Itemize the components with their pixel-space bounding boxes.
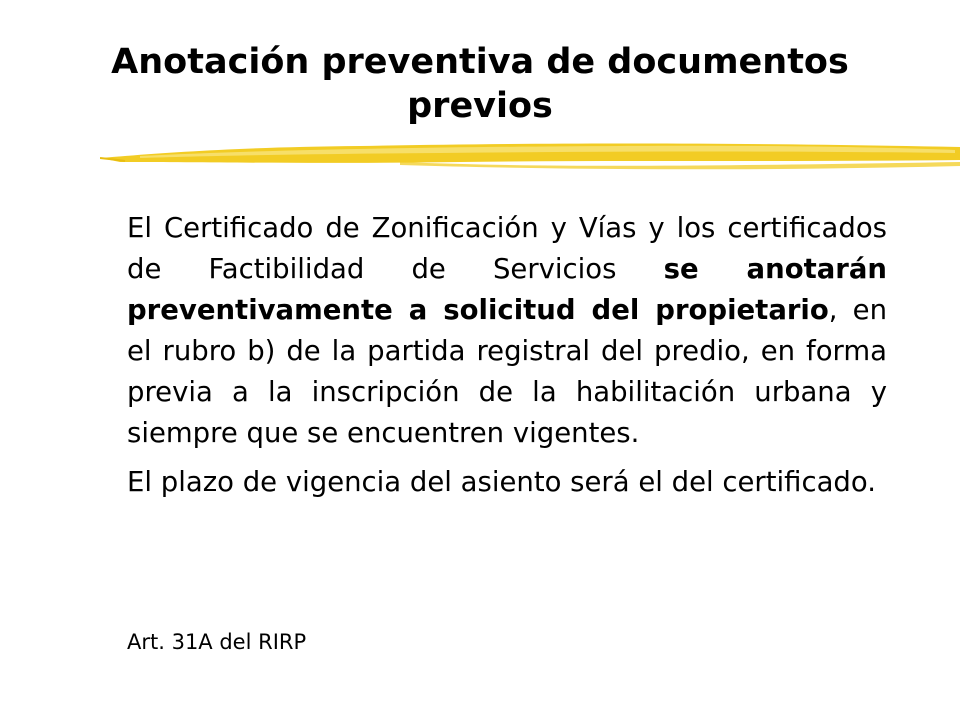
paragraph-1-bold: se anotarán preventivamente a solicitud del propietario xyxy=(127,253,887,326)
source-reference: Art. 31A del RIRP xyxy=(127,630,307,654)
paragraph-1-text-b: , en el rubro b) de la partida registral del predio, en forma previa a la inscripción de la habilitación urbana y siempre que se encuentren vigentes. xyxy=(127,294,887,449)
paragraph-1-text-a: El Certificado de Zonificación y Vías y los certificados de Factibilidad de Servicios xyxy=(127,212,887,285)
paragraph-1 xyxy=(127,208,887,454)
title-line-1: Anotación preventiva de documentos xyxy=(111,42,849,82)
slide-title xyxy=(40,40,920,128)
body-text xyxy=(127,208,887,511)
paragraph-2: El plazo de vigencia del asiento será el del certificado. xyxy=(127,466,876,498)
title-underline-brushstroke xyxy=(100,138,960,174)
title-line-2: previos xyxy=(407,86,553,126)
